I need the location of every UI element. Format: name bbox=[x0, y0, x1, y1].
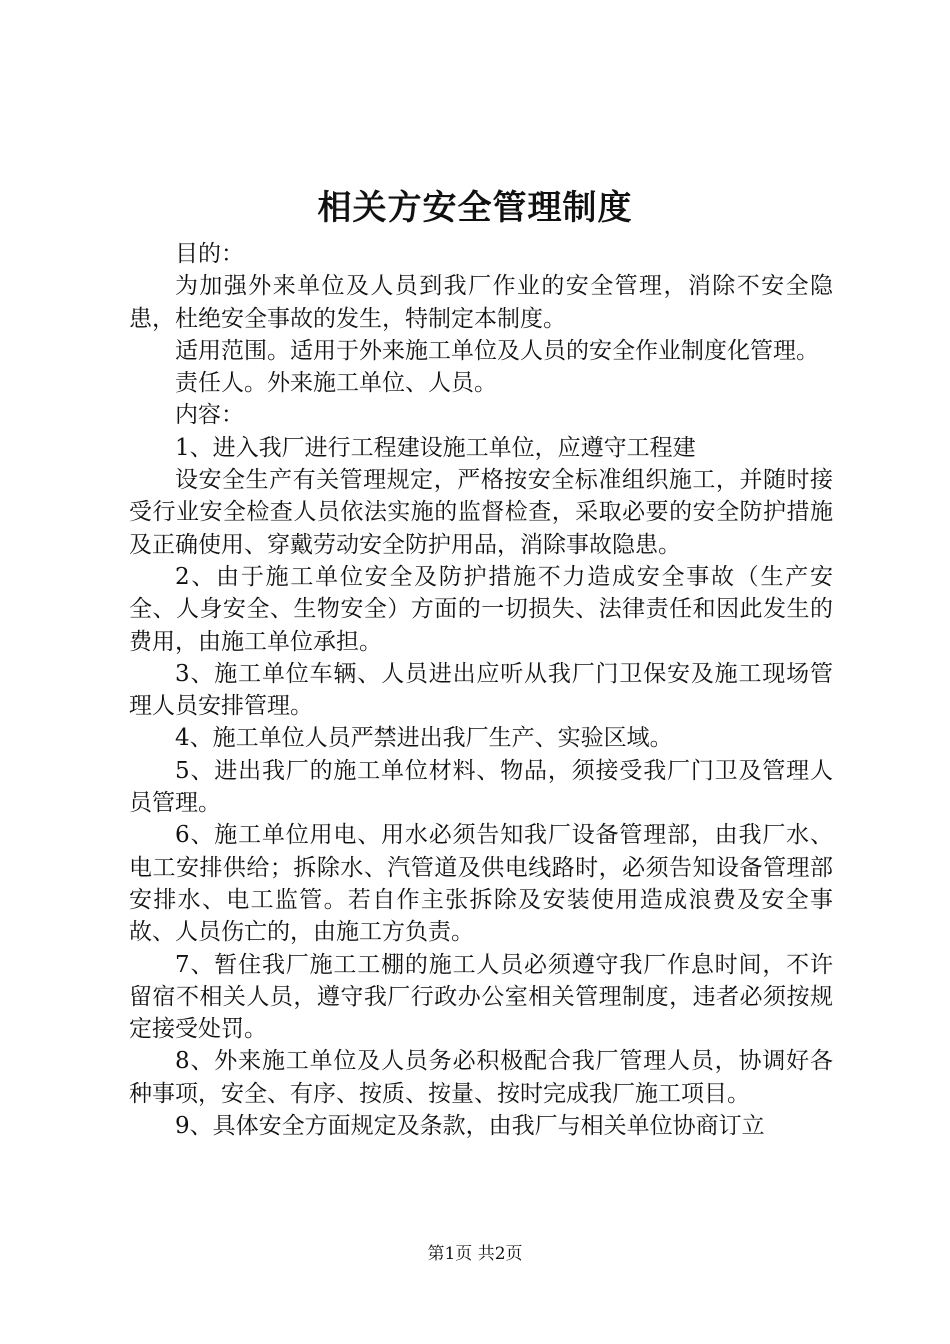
paragraph-item-4: 4、施工单位人员严禁进出我厂生产、实验区域。 bbox=[175, 725, 673, 752]
paragraph-item-3: 3、施工单位车辆、人员进出应听从我厂门卫保安及施工现场管理人员安排管理。 bbox=[129, 660, 833, 720]
paragraph-item-7: 7、暂住我厂施工工棚的施工人员必须遵守我厂作息时间，不许留宿不相关人员，遵守我厂行政办公室相关管理制度，违者必须按规定接受处罚。 bbox=[129, 951, 833, 1043]
document-title: 相关方安全管理制度 bbox=[317, 188, 633, 228]
document-body bbox=[129, 238, 833, 1142]
paragraph-item-9: 9、具体安全方面规定及条款，由我厂与相关单位协商订立 bbox=[175, 1113, 765, 1140]
paragraph-item-5: 5、进出我厂的施工单位材料、物品，须接受我厂门卫及管理人员管理。 bbox=[129, 757, 833, 817]
paragraph-item-8: 8、外来施工单位及人员务必积极配合我厂管理人员，协调好各种事项，安全、有序、按质、按量、按时完成我厂施工项目。 bbox=[129, 1048, 833, 1107]
paragraph-item-1-line: 1、进入我厂进行工程建设施工单位，应遵守工程建 bbox=[175, 434, 696, 461]
paragraph-scope: 适用范围。适用于外来施工单位及人员的安全作业制度化管理。 bbox=[175, 337, 819, 364]
paragraph-content-heading: 内容： bbox=[175, 402, 244, 429]
paragraph-item-2: 2、由于施工单位安全及防护措施不力造成安全事故（生产安全、人身安全、生物安全）方面的一切损失、法律责任和因此发生的费用，由施工单位承担。 bbox=[129, 563, 833, 655]
paragraph-purpose-heading: 目的： bbox=[175, 241, 244, 267]
paragraph-item-6: 6、施工单位用电、用水必须告知我厂设备管理部，由我厂水、电工安排供给；拆除水、汽管道及供电线路时，必须告知设备管理部安排水、电工监管。若自作主张拆除及安装使用造成浪费及安全事故、人员伤亡的，由施工方负责。 bbox=[129, 822, 833, 946]
page-number-footer: 第1页 共2页 bbox=[427, 1244, 523, 1264]
paragraph-responsible: 责任人。外来施工单位、人员。 bbox=[175, 370, 497, 397]
paragraph-item-1-body: 设安全生产有关管理规定，严格按安全标准组织施工，并随时接受行业安全检查人员依法实施的监督检查，采取必要的安全防护措施及正确使用、穿戴劳动安全防护用品，消除事故隐患。 bbox=[129, 467, 833, 558]
paragraph-purpose: 为加强外来单位及人员到我厂作业的安全管理，消除不安全隐患，杜绝安全事故的发生，特制定本制度。 bbox=[129, 273, 833, 332]
